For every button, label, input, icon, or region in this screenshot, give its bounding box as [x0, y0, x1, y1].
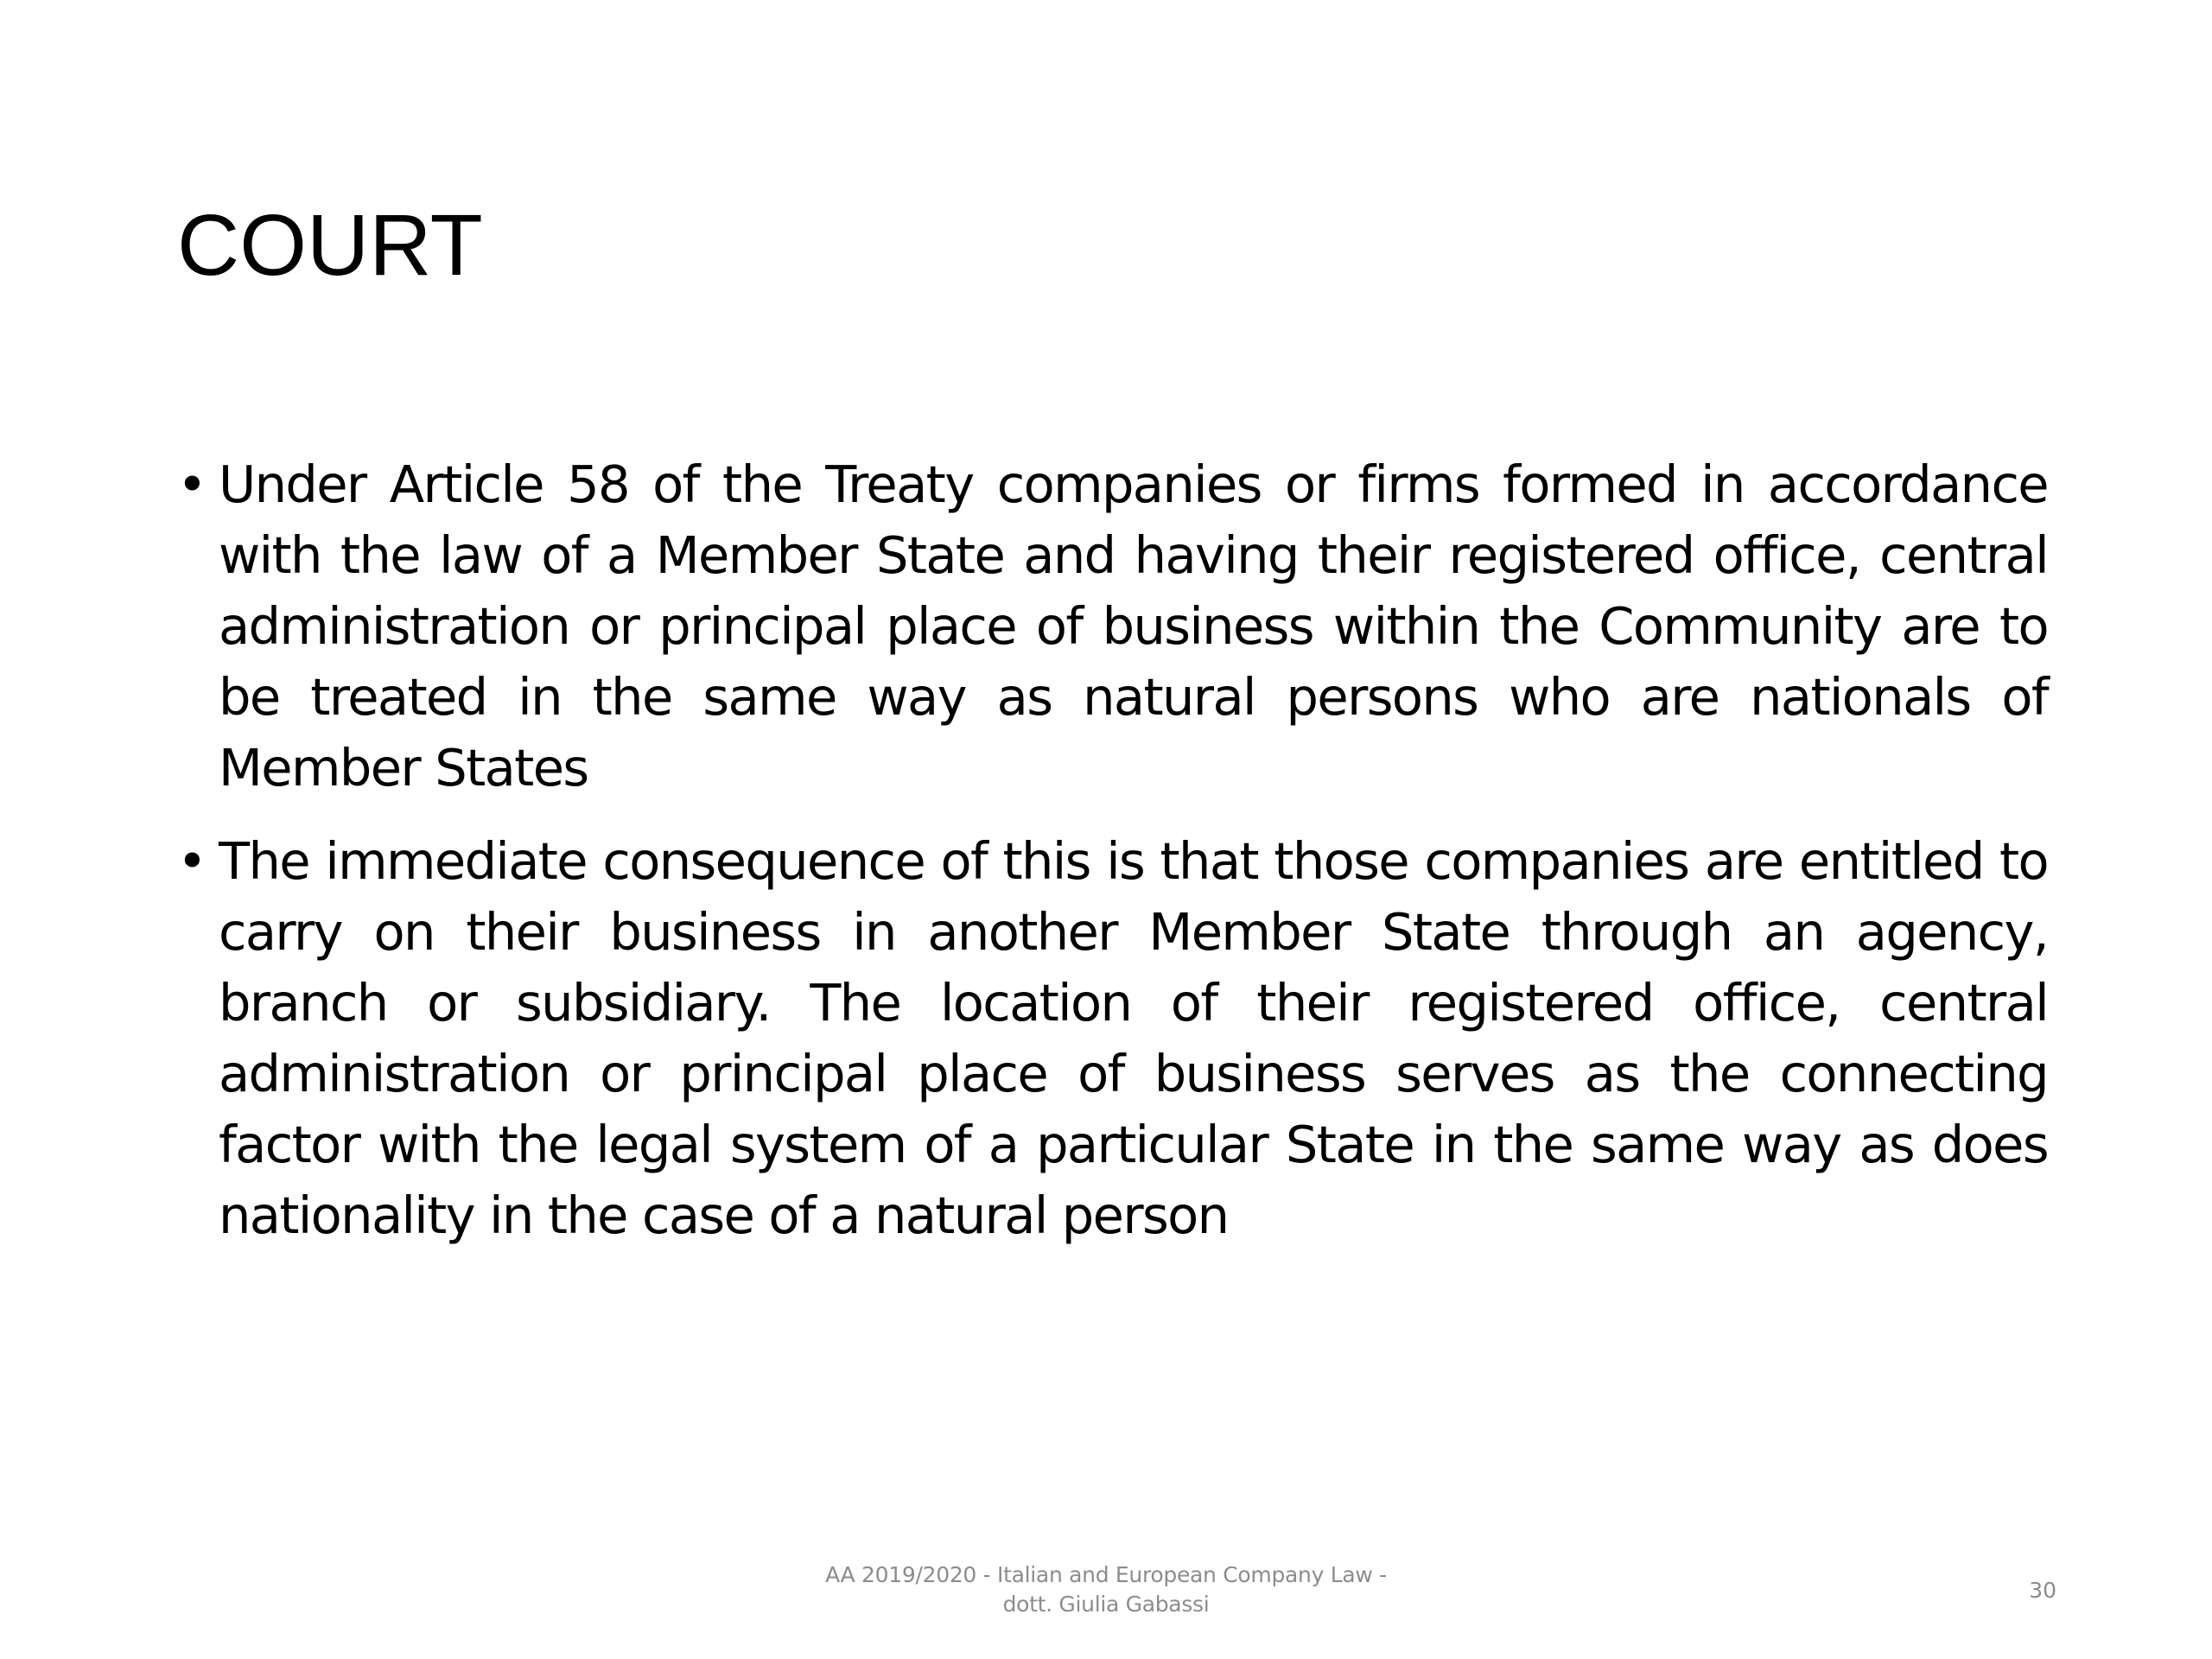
bullet-item — [177, 449, 2048, 804]
bullet-item — [177, 826, 2048, 1251]
slide-number: 30 — [2029, 1578, 2056, 1603]
bullet-marker: • — [177, 831, 207, 891]
bullet-text: Under Article 58 of the Treaty companies or firms formed in accordance with the law of a Member State and having their registered office, central administration or principal place of business within the Community are to be treated in the same way as natural persons who are nationals of Member States — [219, 454, 2048, 798]
footer-line-course: AA 2019/2020 - Italian and European Company Law - — [825, 1562, 1387, 1587]
bullet-text: The immediate consequence of this is that those companies are entitled to carry on their business in another Member State through an agency, branch or subsidiary. The location of their registered office, central administration or principal place of business serves as the connecting factor with the legal system of a particular State in the same way as does nationality in the case of a natural person — [219, 831, 2048, 1245]
slide-footer — [760, 1560, 1452, 1619]
footer-line-author: dott. Giulia Gabassi — [1002, 1592, 1210, 1617]
bullet-marker: • — [177, 454, 207, 514]
slide-title: COURT — [177, 197, 483, 294]
bullet-list — [177, 449, 2048, 1251]
